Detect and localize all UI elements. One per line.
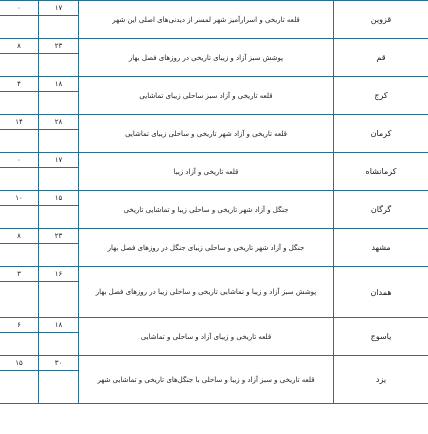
cell-min <box>0 1 38 38</box>
cell-min <box>0 39 38 76</box>
min-value: ۴ <box>0 77 38 92</box>
cell-description: پوشش سبز آزاد و زیبای تاریخی در روزهای فصل بهار <box>78 39 334 76</box>
cell-description: قلعه تاریخی و آزاد سبز ساحلی زیبای تماشایی <box>78 77 334 114</box>
cell-min <box>0 318 38 355</box>
table-row <box>0 115 428 153</box>
cell-min <box>0 229 38 266</box>
cell-max <box>38 356 78 403</box>
cell-min <box>0 153 38 190</box>
cell-description: جنگل و آزاد شهر تاریخی و ساحلی زیبای جنگل در روزهای فصل بهار <box>78 229 334 266</box>
max-value: ۱۸ <box>39 318 78 333</box>
cell-city: مشهد <box>371 243 391 252</box>
max-value: ۱۶ <box>39 267 78 282</box>
cell-city: قم <box>376 53 386 62</box>
cell-max <box>38 318 78 355</box>
cell-description: قلعه تاریخی و آزاد شهر تاریخی و ساحلی زیبای تماشایی <box>78 115 334 152</box>
table-row <box>0 39 428 77</box>
table-row <box>0 0 428 39</box>
cell-city: کرج <box>374 91 388 100</box>
cell-max <box>38 229 78 266</box>
cell-city: کرمانشاه <box>365 167 397 176</box>
cell-min <box>0 356 38 403</box>
max-value: ۲۸ <box>39 115 78 130</box>
cell-description: قلعه تاریخی و زیبای آزاد و ساحلی و تماشایی <box>78 318 334 355</box>
cell-city: قزوین <box>370 15 392 24</box>
cell-description: قلعه تاریخی و سبز آزاد و زیبا و ساحلی با جنگل‌های تاریخی و تماشایی شهر <box>78 356 334 403</box>
cell-max <box>38 115 78 152</box>
min-value: ۸ <box>0 39 38 54</box>
max-value: ۳۰ <box>39 356 78 371</box>
cell-max <box>38 153 78 190</box>
cell-description: قلعه تاریخی و اسرارآمیز شهر لمسر از دیدنی‌های اصلی این شهر <box>78 1 334 38</box>
min-value: ۱۵ <box>0 356 38 371</box>
max-value: ۱۵ <box>39 191 78 206</box>
max-value: ۱۷ <box>39 1 78 16</box>
max-value: ۲۳ <box>39 229 78 244</box>
cell-city: یزد <box>375 375 387 384</box>
max-value: ۲۳ <box>39 39 78 54</box>
table-row <box>0 318 428 356</box>
min-value: ۰ <box>0 153 38 168</box>
cell-city: یاسوج <box>370 332 392 341</box>
cell-min <box>0 77 38 114</box>
cell-city: همدان <box>370 287 392 297</box>
max-value: ۱۸ <box>39 77 78 92</box>
cell-min <box>0 267 38 317</box>
table-row <box>0 229 428 267</box>
min-value: ۶ <box>0 318 38 333</box>
cell-description: قلعه تاریخی و آزاد زیبا <box>78 153 334 190</box>
cell-max <box>38 267 78 317</box>
min-value: ۸ <box>0 229 38 244</box>
min-value: ۰ <box>0 1 38 16</box>
cell-min <box>0 115 38 152</box>
table-row <box>0 191 428 229</box>
min-value: ۱۴ <box>0 115 38 130</box>
cell-max <box>38 1 78 38</box>
cell-max <box>38 39 78 76</box>
cell-city: گرگان <box>370 205 392 214</box>
max-value: ۱۷ <box>39 153 78 168</box>
min-value: ۱۰ <box>0 191 38 206</box>
cell-min <box>0 191 38 228</box>
min-value: ۳ <box>0 267 38 282</box>
table-row <box>0 267 428 318</box>
table-row <box>0 356 428 404</box>
cell-city: کرمان <box>370 129 392 138</box>
table-row <box>0 77 428 115</box>
cell-max <box>38 77 78 114</box>
table-row <box>0 153 428 191</box>
cell-max <box>38 191 78 228</box>
cell-description: پوشش سبز آزاد و زیبا و تماشایی تاریخی و ساحلی زیبا در روزهای فصل بهار <box>78 267 334 317</box>
cell-description: جنگل و آزاد شهر تاریخی و ساحلی زیبا و تماشایی تاریخی <box>78 191 334 228</box>
